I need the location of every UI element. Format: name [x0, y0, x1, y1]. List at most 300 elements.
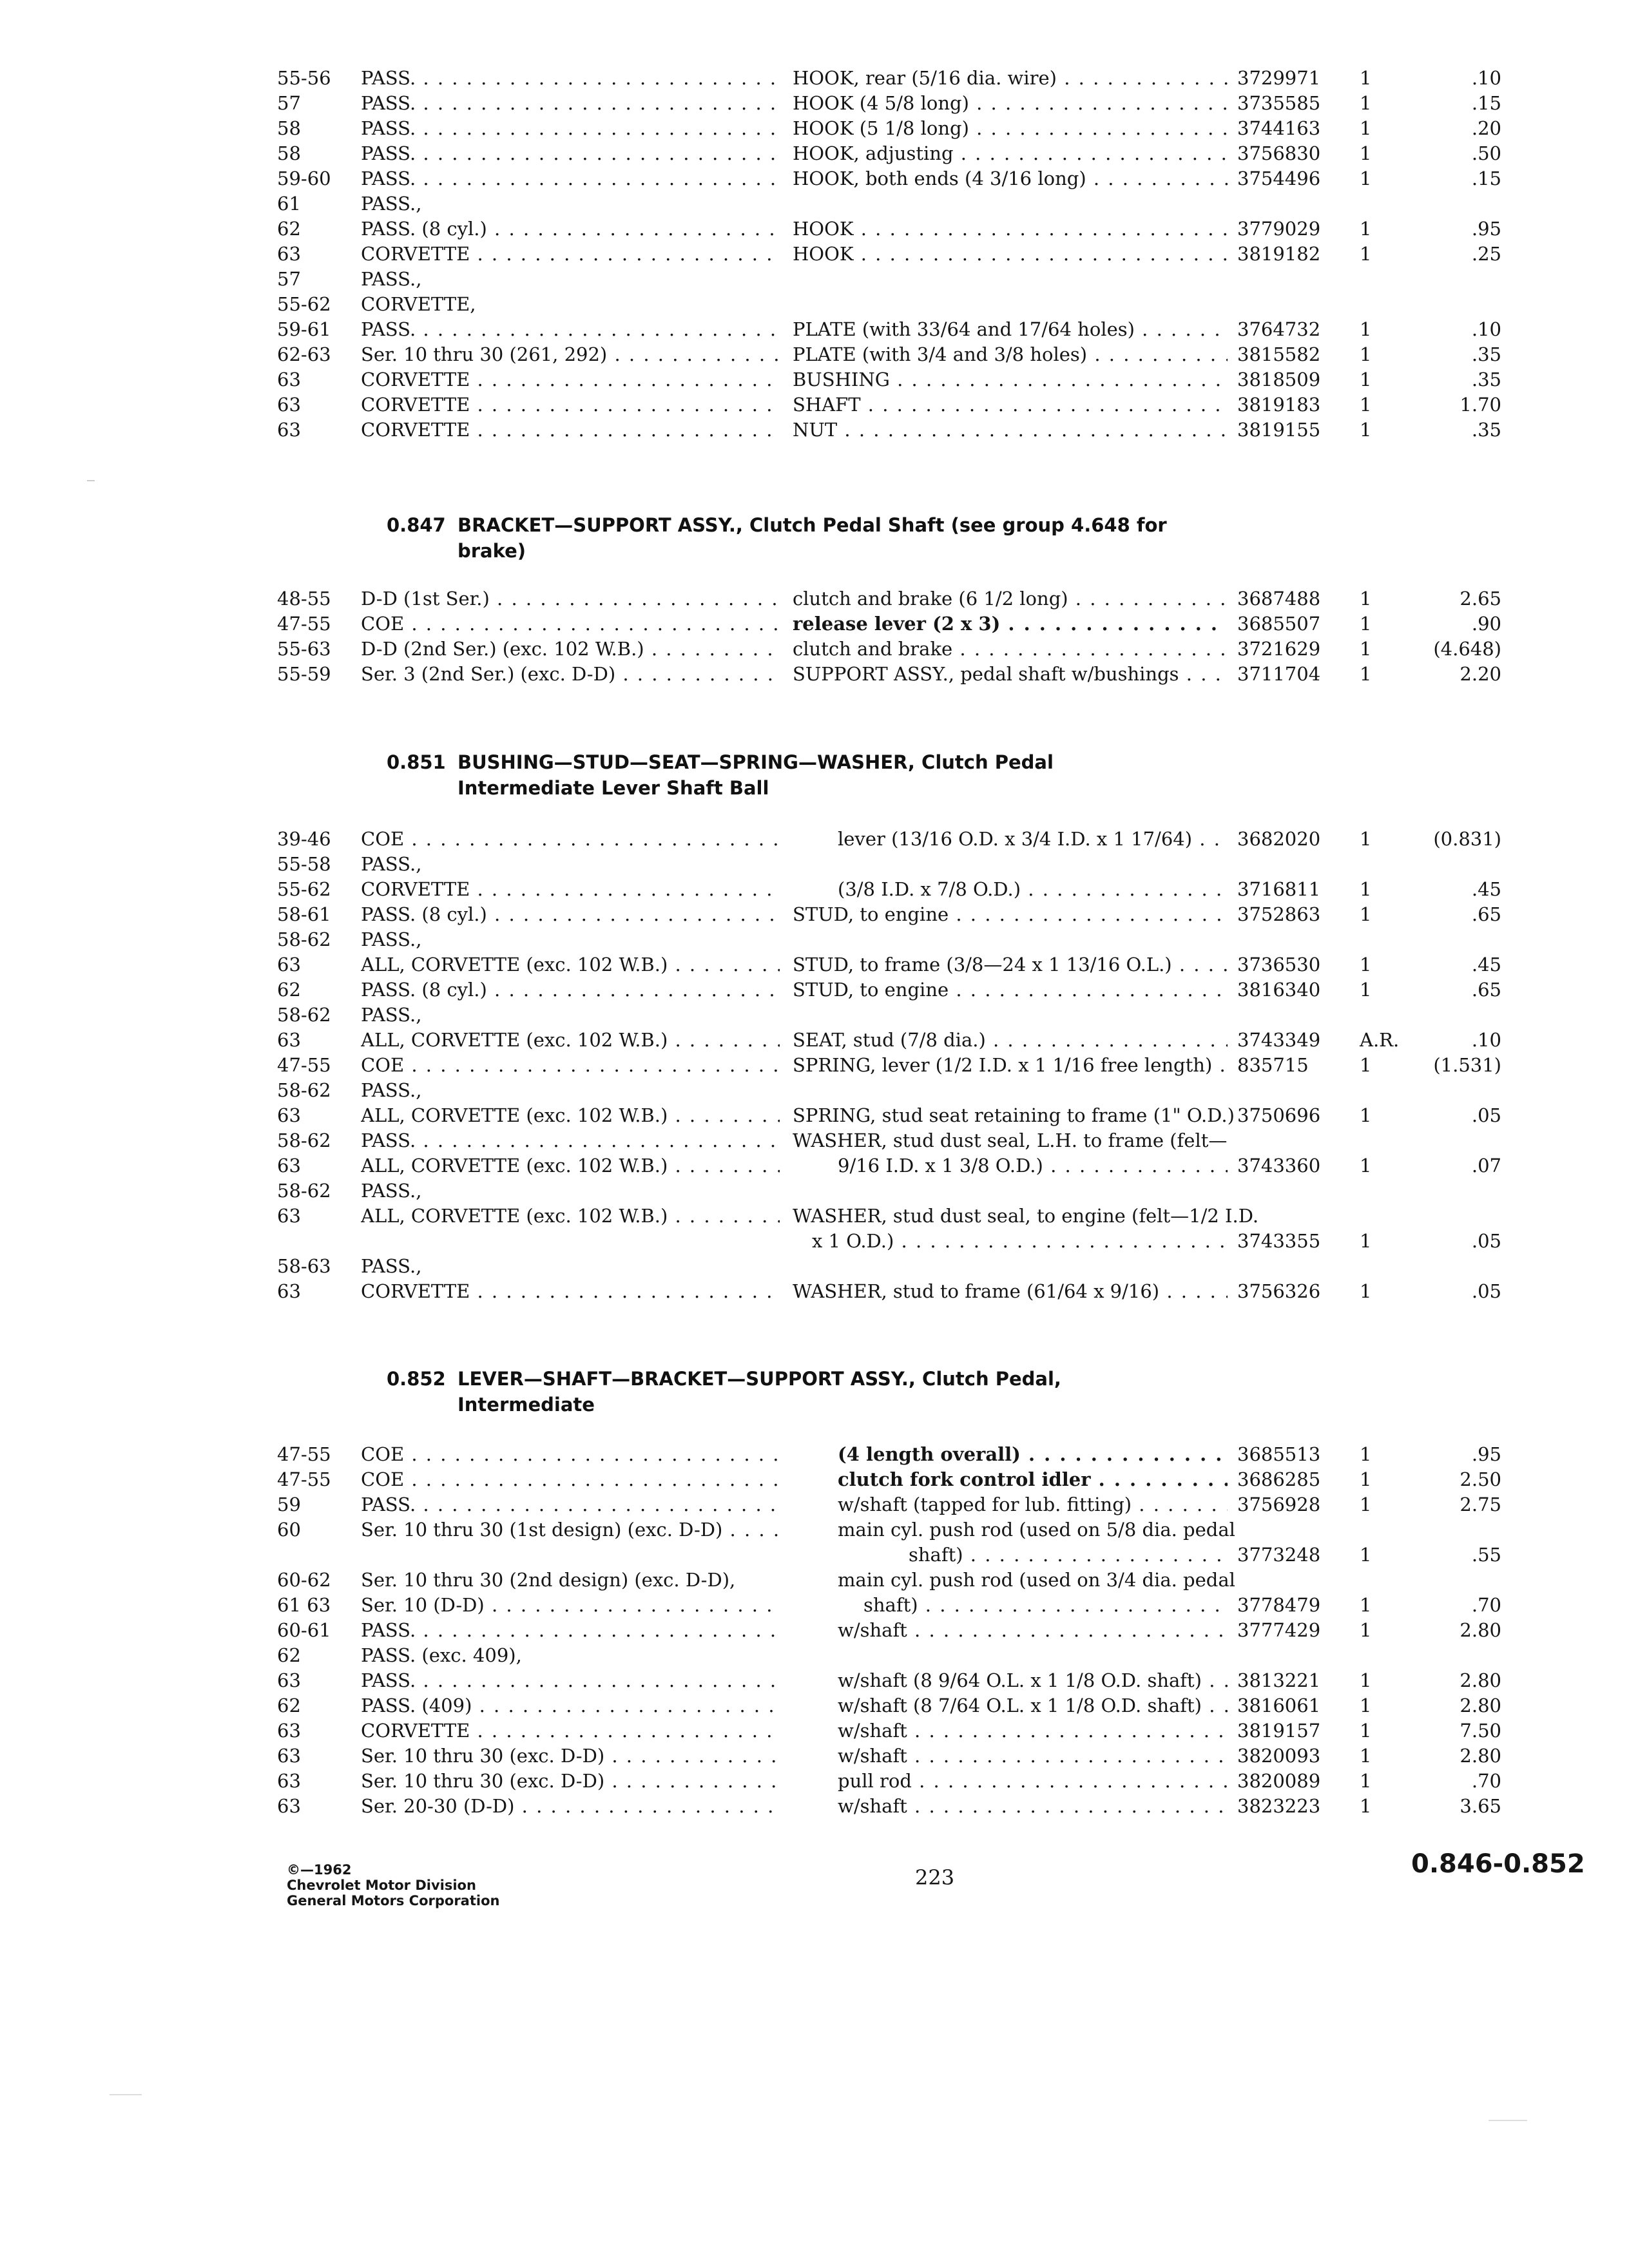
price-cell: .70 [1471, 1594, 1501, 1616]
description-cell: SEAT, stud (7/8 dia.) . . . [793, 1028, 1228, 1053]
model-cell: ALL, CORVETTE (exc. 102 W.B.) . . . [361, 952, 780, 977]
table-row [277, 1178, 1495, 1204]
table-row [277, 267, 1495, 292]
part-number-cell: 3778479 [1237, 1594, 1321, 1616]
parts-table-0851 [277, 827, 1501, 1304]
description-cell: clutch and brake (6 1/2 long) . . . [793, 586, 1228, 611]
table-row [277, 342, 1501, 367]
price-cell: .07 [1471, 1155, 1501, 1177]
description-cell-continued: shaft) . . . [909, 1542, 1228, 1568]
quantity-cell: 1 [1360, 1468, 1372, 1490]
quantity-cell: 1 [1360, 394, 1372, 416]
model-cell: COE . . . [361, 1053, 780, 1078]
group-range: 0.846-0.852 [1411, 1849, 1585, 1879]
description-cell: pull rod . . . [838, 1769, 1228, 1794]
year-cell: 57 [277, 268, 301, 290]
price-cell: .10 [1471, 1029, 1501, 1051]
price-cell: .15 [1471, 92, 1501, 114]
description-cell: STUD, to engine . . . [793, 902, 1228, 927]
model-cell: ALL, CORVETTE (exc. 102 W.B.) . . . [361, 1204, 780, 1229]
year-cell: 58-62 [277, 1180, 331, 1202]
table-row [277, 292, 1495, 317]
quantity-cell: 1 [1360, 878, 1372, 900]
table-row [277, 1744, 1501, 1769]
description-cell: w/shaft (8 9/64 O.L. x 1 1/8 O.D. shaft) . . . [838, 1668, 1228, 1693]
description-cell: (4 length overall) . . . [838, 1442, 1228, 1467]
part-number-cell: 3777429 [1237, 1619, 1321, 1641]
table-row [277, 1693, 1501, 1718]
price-cell: .05 [1471, 1280, 1501, 1302]
year-cell: 47-55 [277, 1468, 331, 1490]
model-cell: PASS. . . . [361, 66, 780, 91]
price-cell: (1.531) [1433, 1054, 1501, 1076]
part-number-cell: 3721629 [1237, 638, 1321, 660]
year-cell: 63 [277, 1669, 301, 1691]
model-cell: Ser. 3 (2nd Ser.) (exc. D-D) . . . [361, 662, 780, 687]
description-cell: STUD, to frame (3/8—24 x 1 13/16 O.L.) . . . [793, 952, 1228, 977]
year-cell: 63 [277, 243, 301, 265]
price-cell: .35 [1471, 369, 1501, 390]
model-cell: CORVETTE . . . [361, 877, 780, 902]
quantity-cell: 1 [1360, 343, 1372, 365]
model-cell: D-D (1st Ser.) . . . [361, 586, 780, 611]
part-number-cell: 3711704 [1237, 663, 1321, 685]
quantity-cell: 1 [1360, 369, 1372, 390]
table-row [277, 392, 1501, 418]
table-row [277, 827, 1501, 852]
model-cell: PASS. . . . [361, 1492, 780, 1517]
model-cell: COE . . . [361, 1442, 780, 1467]
description-cell: NUT . . . [793, 418, 1228, 443]
quantity-cell: 1 [1360, 117, 1372, 139]
table-row [277, 662, 1501, 687]
year-cell: 55-56 [277, 67, 331, 89]
description-cell: PLATE (with 33/64 and 17/64 holes) . . . [793, 317, 1228, 342]
model-cell: PASS. . . . [361, 91, 780, 116]
model-cell: Ser. 10 thru 30 (exc. D-D) . . . [361, 1744, 780, 1769]
part-number-cell: 3682020 [1237, 828, 1321, 850]
group-heading-0851 [387, 749, 1054, 801]
year-cell: 55-58 [277, 853, 331, 875]
group-number: 0.852 [387, 1368, 446, 1390]
table-row [277, 852, 1495, 877]
price-cell: .05 [1471, 1104, 1501, 1126]
quantity-cell: 1 [1360, 1494, 1372, 1515]
description-cell: HOOK, rear (5/16 dia. wire) . . . [793, 66, 1228, 91]
price-cell: .70 [1471, 1770, 1501, 1792]
price-cell: .65 [1471, 979, 1501, 1001]
scan-mark [1489, 2120, 1527, 2121]
part-number-cell: 3686285 [1237, 1468, 1321, 1490]
price-cell: 2.80 [1460, 1745, 1501, 1767]
page-number: 223 [915, 1865, 955, 1890]
model-cell: CORVETTE . . . [361, 242, 780, 267]
quantity-cell: 1 [1360, 142, 1372, 164]
model-cell: CORVETTE . . . [361, 1718, 780, 1744]
model-cell: Ser. 10 thru 30 (2nd design) (exc. D-D), [361, 1569, 736, 1591]
quantity-cell: 1 [1360, 92, 1372, 114]
table-row [277, 1643, 1495, 1668]
year-cell: 63 [277, 1104, 301, 1126]
quantity-cell: 1 [1360, 1443, 1372, 1465]
group-heading-0847 [387, 512, 1167, 564]
model-cell: PASS. . . . [361, 166, 780, 191]
quantity-cell: 1 [1360, 1745, 1372, 1767]
quantity-cell: 1 [1360, 1795, 1372, 1817]
quantity-cell: 1 [1360, 638, 1372, 660]
part-number-cell: 3744163 [1237, 117, 1321, 139]
quantity-cell: 1 [1360, 67, 1372, 89]
description-cell: HOOK . . . [793, 216, 1228, 242]
quantity-cell: 1 [1360, 1155, 1372, 1177]
quantity-cell: 1 [1360, 903, 1372, 925]
quantity-cell: 1 [1360, 419, 1372, 441]
price-cell: 2.20 [1460, 663, 1501, 685]
description-cell: SPRING, stud seat retaining to frame (1" O.D.) [793, 1104, 1235, 1126]
year-cell: 59 [277, 1494, 301, 1515]
year-cell: 39-46 [277, 828, 331, 850]
part-number-cell: 3687488 [1237, 588, 1321, 610]
table-row [277, 242, 1501, 267]
model-cell: PASS. . . . [361, 1668, 780, 1693]
part-number-cell: 3818509 [1237, 369, 1321, 390]
group-heading-0852 [387, 1366, 1061, 1418]
year-cell: 58 [277, 117, 301, 139]
description-cell: HOOK (4 5/8 long) . . . [793, 91, 1228, 116]
year-cell: 63 [277, 1280, 301, 1302]
table-row [277, 418, 1501, 443]
table-row [277, 952, 1501, 977]
price-cell: .45 [1471, 878, 1501, 900]
copyright-corporation: General Motors Corporation [287, 1893, 500, 1908]
year-cell: 62-63 [277, 343, 331, 365]
description-cell: lever (13/16 O.D. x 3/4 I.D. x 1 17/64) . . . [838, 827, 1228, 852]
model-cell: PASS. (8 cyl.) . . . [361, 216, 780, 242]
quantity-cell: 1 [1360, 1280, 1372, 1302]
price-cell: .10 [1471, 318, 1501, 340]
part-number-cell: 3735585 [1237, 92, 1321, 114]
part-number-cell: 3819155 [1237, 419, 1321, 441]
table-row [277, 1279, 1501, 1304]
quantity-cell: 1 [1360, 828, 1372, 850]
part-number-cell: 3819182 [1237, 243, 1321, 265]
description-cell: clutch fork control idler . . . [838, 1467, 1228, 1492]
part-number-cell: 3743349 [1237, 1029, 1321, 1051]
model-cell: CORVETTE, [361, 293, 476, 315]
table-row [277, 191, 1495, 216]
year-cell: 47-55 [277, 1443, 331, 1465]
price-cell: .10 [1471, 67, 1501, 89]
group-title-line2: Intermediate [458, 1394, 595, 1416]
group-number: 0.847 [387, 514, 446, 536]
description-cell: SUPPORT ASSY., pedal shaft w/bushings . . . [793, 662, 1228, 687]
table-row [277, 902, 1501, 927]
quantity-cell: 1 [1360, 1695, 1372, 1716]
model-cell: Ser. 20-30 (D-D) . . . [361, 1794, 780, 1819]
description-cell: w/shaft (tapped for lub. fitting) . . . [838, 1492, 1228, 1517]
table-row [277, 1442, 1501, 1467]
copyright-division: Chevrolet Motor Division [287, 1878, 476, 1893]
part-number-cell: 3816340 [1237, 979, 1321, 1001]
part-number-cell: 3779029 [1237, 218, 1321, 240]
part-number-cell: 3736530 [1237, 954, 1321, 975]
quantity-cell: 1 [1360, 1720, 1372, 1742]
table-row [277, 1517, 1501, 1568]
model-cell: PASS., [361, 853, 422, 875]
quantity-cell: 1 [1360, 1230, 1372, 1252]
year-cell: 59-60 [277, 168, 331, 189]
year-cell: 58 [277, 142, 301, 164]
description-cell: WASHER, stud to frame (61/64 x 9/16) . . . [793, 1279, 1228, 1304]
model-cell: PASS., [361, 1004, 422, 1026]
copyright-block [287, 1862, 499, 1908]
model-cell: PASS. (exc. 409), [361, 1644, 522, 1666]
part-number-cell: 3819183 [1237, 394, 1321, 416]
price-cell: .35 [1471, 343, 1501, 365]
description-cell: release lever (2 x 3) . . . [793, 611, 1228, 637]
quantity-cell: 1 [1360, 613, 1372, 635]
table-row [277, 1053, 1501, 1078]
price-cell: (0.831) [1433, 828, 1501, 850]
quantity-cell: 1 [1360, 1619, 1372, 1641]
table-row [277, 1254, 1495, 1279]
year-cell: 47-55 [277, 613, 331, 635]
description-cell: w/shaft . . . [838, 1744, 1228, 1769]
model-cell: PASS. (409) . . . [361, 1693, 780, 1718]
quantity-cell: 1 [1360, 663, 1372, 685]
price-cell: .25 [1471, 243, 1501, 265]
part-number-cell: 3743360 [1237, 1155, 1321, 1177]
part-number-cell: 3743355 [1237, 1230, 1321, 1252]
group-title-line2: Intermediate Lever Shaft Ball [458, 777, 769, 799]
description-cell: WASHER, stud dust seal, to engine (felt—1/2 I.D. [793, 1205, 1259, 1227]
quantity-cell: 1 [1360, 1669, 1372, 1691]
model-cell: ALL, CORVETTE (exc. 102 W.B.) . . . [361, 1153, 780, 1178]
model-cell: PASS. (8 cyl.) . . . [361, 902, 780, 927]
year-cell: 62 [277, 979, 301, 1001]
table-row [277, 877, 1501, 902]
description-cell: w/shaft . . . [838, 1718, 1228, 1744]
model-cell: Ser. 10 thru 30 (exc. D-D) . . . [361, 1769, 780, 1794]
year-cell: 48-55 [277, 588, 331, 610]
parts-table-0852 [277, 1442, 1501, 1819]
table-row [277, 367, 1501, 392]
price-cell: 2.65 [1460, 588, 1501, 610]
table-row [277, 1618, 1501, 1643]
quantity-cell: 1 [1360, 1770, 1372, 1792]
group-number: 0.851 [387, 751, 446, 773]
year-cell: 47-55 [277, 1054, 331, 1076]
model-cell: ALL, CORVETTE (exc. 102 W.B.) . . . [361, 1103, 780, 1128]
table-row [277, 1153, 1501, 1178]
table-row [277, 586, 1501, 611]
table-row [277, 166, 1501, 191]
part-number-cell: 3773248 [1237, 1544, 1321, 1566]
part-number-cell: 3823223 [1237, 1795, 1321, 1817]
description-cell: HOOK, adjusting . . . [793, 141, 1228, 166]
part-number-cell: 3820093 [1237, 1745, 1321, 1767]
quantity-cell: 1 [1360, 954, 1372, 975]
quantity-cell: 1 [1360, 588, 1372, 610]
model-cell: COE . . . [361, 1467, 780, 1492]
model-cell: PASS. . . . [361, 116, 780, 141]
year-cell: 55-62 [277, 878, 331, 900]
table-row [277, 1078, 1495, 1103]
model-cell: PASS., [361, 193, 422, 215]
model-cell: ALL, CORVETTE (exc. 102 W.B.) . . . [361, 1028, 780, 1053]
model-cell: PASS., [361, 928, 422, 950]
description-cell: main cyl. push rod (used on 3/4 dia. pedal [838, 1569, 1235, 1591]
year-cell: 58-62 [277, 1004, 331, 1026]
year-cell: 60-61 [277, 1619, 331, 1641]
price-cell: 2.80 [1460, 1619, 1501, 1641]
table-row [277, 1568, 1495, 1593]
description-cell: (3/8 I.D. x 7/8 O.D.) . . . [838, 877, 1228, 902]
year-cell: 55-63 [277, 638, 331, 660]
price-cell: 2.80 [1460, 1669, 1501, 1691]
model-cell: COE . . . [361, 827, 780, 852]
table-row [277, 927, 1495, 952]
model-cell: COE . . . [361, 611, 780, 637]
quantity-cell: 1 [1360, 1054, 1372, 1076]
table-row [277, 611, 1501, 637]
price-cell: .05 [1471, 1230, 1501, 1252]
part-number-cell: 3716811 [1237, 878, 1321, 900]
quantity-cell: 1 [1360, 218, 1372, 240]
table-row [277, 317, 1501, 342]
year-cell: 60 [277, 1519, 301, 1541]
description-cell: WASHER, stud dust seal, L.H. to frame (felt— [793, 1129, 1228, 1151]
quantity-cell: 1 [1360, 979, 1372, 1001]
year-cell: 58-63 [277, 1255, 331, 1277]
quantity-cell: 1 [1360, 1544, 1372, 1566]
parts-table-0846-continued [277, 66, 1501, 443]
year-cell: 63 [277, 1029, 301, 1051]
price-cell: 2.50 [1460, 1468, 1501, 1490]
table-row [277, 1794, 1501, 1819]
table-row [277, 91, 1501, 116]
description-cell: w/shaft . . . [838, 1618, 1228, 1643]
scan-mark [110, 2094, 142, 2095]
quantity-cell: 1 [1360, 318, 1372, 340]
part-number-cell: 3820089 [1237, 1770, 1321, 1792]
year-cell: 58-61 [277, 903, 331, 925]
price-cell: .95 [1471, 1443, 1501, 1465]
part-number-cell: 3816061 [1237, 1695, 1321, 1716]
price-cell: .35 [1471, 419, 1501, 441]
model-cell: PASS., [361, 1079, 422, 1101]
model-cell: CORVETTE . . . [361, 367, 780, 392]
quantity-cell: 1 [1360, 1594, 1372, 1616]
price-cell: (4.648) [1433, 638, 1501, 660]
price-cell: .65 [1471, 903, 1501, 925]
description-cell: PLATE (with 3/4 and 3/8 holes) . . . [793, 342, 1228, 367]
description-cell: SHAFT . . . [793, 392, 1228, 418]
price-cell: .95 [1471, 218, 1501, 240]
year-cell: 63 [277, 1795, 301, 1817]
quantity-cell: 1 [1360, 243, 1372, 265]
year-cell: 58-62 [277, 928, 331, 950]
table-row [277, 1128, 1495, 1153]
table-row [277, 1204, 1501, 1254]
price-cell: .50 [1471, 142, 1501, 164]
model-cell: PASS. (8 cyl.) . . . [361, 977, 780, 1003]
description-cell: STUD, to engine . . . [793, 977, 1228, 1003]
price-cell: 2.80 [1460, 1695, 1501, 1716]
quantity-cell: 1 [1360, 1104, 1372, 1126]
year-cell: 58-62 [277, 1079, 331, 1101]
table-row [277, 116, 1501, 141]
description-cell: w/shaft (8 7/64 O.L. x 1 1/8 O.D. shaft) . . . [838, 1693, 1228, 1718]
model-cell: PASS., [361, 1255, 422, 1277]
model-cell: Ser. 10 thru 30 (1st design) (exc. D-D) . . . [361, 1517, 780, 1542]
description-cell: SPRING, lever (1/2 I.D. x 1 1/16 free length) . . . [793, 1053, 1228, 1078]
description-cell: HOOK . . . [793, 242, 1228, 267]
year-cell: 55-59 [277, 663, 331, 685]
model-cell: PASS. . . . [361, 1128, 780, 1153]
price-cell: .45 [1471, 954, 1501, 975]
year-cell: 59-61 [277, 318, 331, 340]
year-cell: 63 [277, 394, 301, 416]
table-row [277, 66, 1501, 91]
year-cell: 63 [277, 1205, 301, 1227]
part-number-cell: 3754496 [1237, 168, 1321, 189]
part-number-cell: 3752863 [1237, 903, 1321, 925]
year-cell: 63 [277, 954, 301, 975]
model-cell: Ser. 10 (D-D) . . . [361, 1593, 780, 1618]
year-cell: 61 [277, 193, 301, 215]
scan-mark [87, 480, 95, 481]
price-cell: .20 [1471, 117, 1501, 139]
part-number-cell: 3819157 [1237, 1720, 1321, 1742]
group-title-line1: LEVER—SHAFT—BRACKET—SUPPORT ASSY., Clutch Pedal, [458, 1368, 1061, 1390]
part-number-cell: 3756830 [1237, 142, 1321, 164]
description-cell: HOOK (5 1/8 long) . . . [793, 116, 1228, 141]
model-cell: PASS., [361, 1180, 422, 1202]
year-cell: 62 [277, 1695, 301, 1716]
table-row [277, 977, 1501, 1003]
year-cell: 63 [277, 1720, 301, 1742]
table-row [277, 1718, 1501, 1744]
table-row [277, 1593, 1501, 1618]
table-row [277, 1003, 1495, 1028]
year-cell: 63 [277, 419, 301, 441]
part-number-cell: 3685513 [1237, 1443, 1321, 1465]
group-title-line2: brake) [458, 540, 526, 562]
table-row [277, 1028, 1501, 1053]
description-cell: main cyl. push rod (used on 5/8 dia. pedal [838, 1519, 1235, 1541]
year-cell: 63 [277, 1155, 301, 1177]
year-cell: 63 [277, 1745, 301, 1767]
part-number-cell: 3750696 [1237, 1104, 1321, 1126]
price-cell: 2.75 [1460, 1494, 1501, 1515]
year-cell: 62 [277, 1644, 301, 1666]
table-row [277, 1467, 1501, 1492]
price-cell: 3.65 [1460, 1795, 1501, 1817]
price-cell: 1.70 [1460, 394, 1501, 416]
year-cell: 57 [277, 92, 301, 114]
year-cell: 62 [277, 218, 301, 240]
part-number-cell: 835715 [1237, 1054, 1309, 1076]
table-row [277, 216, 1501, 242]
year-cell: 63 [277, 1770, 301, 1792]
copyright-year: ©—1962 [287, 1862, 352, 1878]
part-number-cell: 3813221 [1237, 1669, 1321, 1691]
table-row [277, 1668, 1501, 1693]
table-row [277, 1769, 1501, 1794]
group-title-line1: BUSHING—STUD—SEAT—SPRING—WASHER, Clutch Pedal [458, 751, 1054, 773]
model-cell: D-D (2nd Ser.) (exc. 102 W.B.) . . . [361, 637, 780, 662]
